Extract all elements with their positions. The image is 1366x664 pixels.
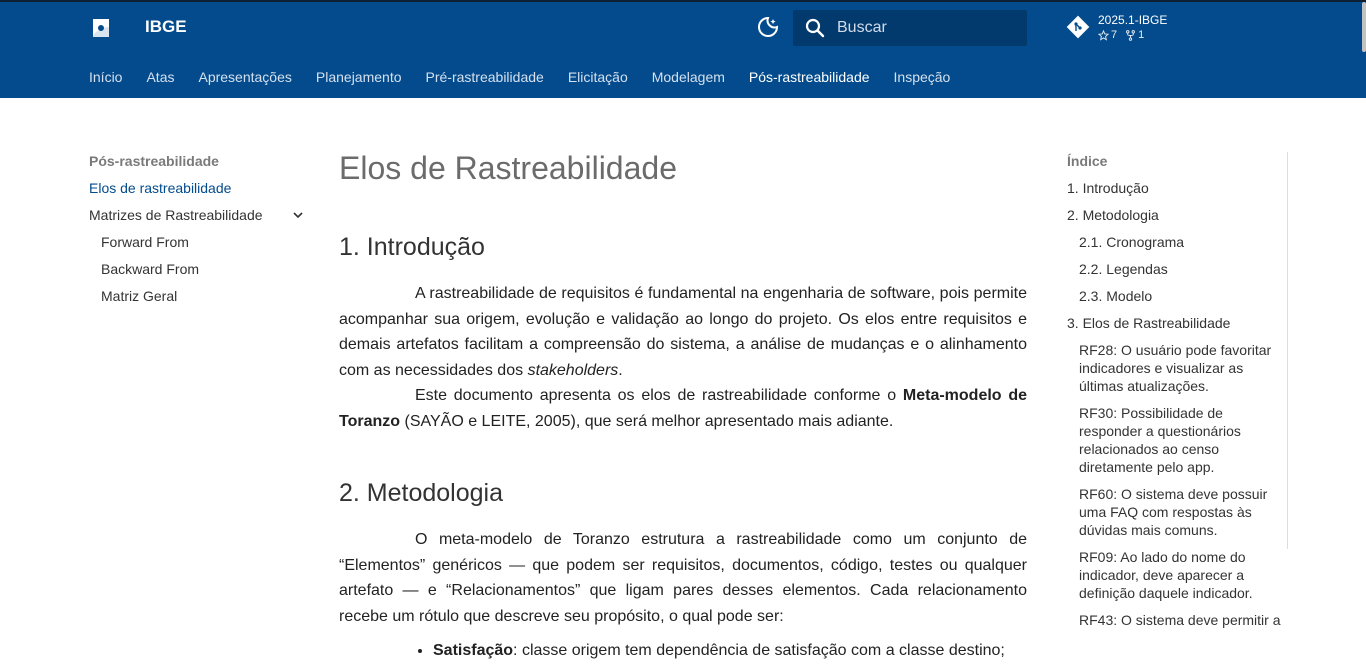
table-of-contents — [1067, 152, 1282, 630]
repo-link[interactable] — [1066, 12, 1167, 42]
intro-paragraph-2 — [339, 383, 1027, 434]
sidebar-title: Pós-rastreabilidade — [89, 153, 219, 169]
page-scrollbar[interactable] — [1362, 2, 1366, 52]
repo-forks — [1125, 28, 1144, 42]
sidebar-item-matriz-geral[interactable]: Matriz Geral — [101, 288, 178, 304]
sidebar-item-forward-from[interactable]: Forward From — [101, 234, 189, 250]
tab-apresentacoes[interactable]: Apresentações — [198, 69, 292, 85]
relationship-list — [339, 638, 1027, 664]
dark-mode-toggle-icon[interactable] — [756, 15, 780, 39]
meta-modelo-strong: Meta-modelo de Toranzo — [339, 387, 1028, 430]
toc-item-rf28[interactable]: RF28: O usuário pode favoritar indicadores e visualizar as últimas atualizações. — [1079, 342, 1272, 394]
repo-forks-count: 1 — [1138, 29, 1145, 41]
tab-elicitacao[interactable]: Elicitação — [567, 69, 628, 85]
sidebar-item-backward-from[interactable]: Backward From — [101, 261, 200, 277]
toc-item-rf43[interactable]: RF43: O sistema deve permitir a — [1079, 612, 1281, 628]
satisfacao-strong: Satisfação — [433, 642, 514, 659]
toc-item-rf30[interactable]: RF30: Possibilidade de responder a questionários relacionados ao censo diretamente pelo app. — [1079, 405, 1241, 475]
section-heading-introducao: 1. Introdução — [339, 233, 485, 261]
list-item — [433, 638, 1027, 664]
tab-pos-rastreabilidade[interactable]: Pós-rastreabilidade — [748, 69, 870, 85]
stakeholders-em: stakeholders — [527, 361, 619, 379]
tab-inspecao[interactable]: Inspeção — [893, 69, 951, 85]
sidebar-nav — [89, 152, 305, 314]
tab-planejamento[interactable]: Planejamento — [315, 69, 402, 85]
metodologia-paragraph: O meta-modelo de Toranzo estrutura a rastreabilidade como um conjunto de “Elementos” genéricos — que podem ser requisitos, documentos, código, testes ou qualquer artefato — e “Relacionamentos” que ligam pares desses elementos. Cada relacionamento recebe um rótulo que descreve seu propósito, o qual pode ser: — [339, 531, 1027, 625]
tab-modelagem[interactable]: Modelagem — [651, 69, 725, 85]
repo-name: 2025.1-IBGE — [1098, 13, 1168, 27]
search-input[interactable] — [835, 18, 1019, 38]
intro-p2-start: Este documento apresenta os elos de rastreabilidade conforme o — [415, 387, 897, 404]
toc-item-introducao[interactable]: 1. Introdução — [1067, 180, 1149, 196]
top-header — [0, 0, 1366, 98]
tab-atas[interactable]: Atas — [146, 69, 175, 85]
toc-item-cronograma[interactable]: 2.1. Cronograma — [1079, 234, 1185, 250]
page-title: Elos de Rastreabilidade — [339, 150, 677, 186]
chevron-down-icon[interactable] — [291, 208, 305, 222]
tab-pre-rastreabilidade[interactable]: Pré-rastreabilidade — [425, 69, 544, 85]
repo-stars-count: 7 — [1111, 29, 1118, 41]
main-tabs — [89, 68, 950, 86]
intro-p2-end: (SAYÃO e LEITE, 2005), que será melhor apresentado mais adiante. — [404, 412, 894, 430]
sidebar-item-elos[interactable]: Elos de rastreabilidade — [89, 180, 232, 196]
git-icon — [1066, 15, 1090, 39]
intro-p1-end: . — [618, 361, 623, 379]
toc-item-modelo[interactable]: 2.3. Modelo — [1079, 288, 1153, 304]
main-content — [339, 148, 1027, 664]
toc-item-legendas[interactable]: 2.2. Legendas — [1079, 261, 1168, 277]
intro-p1-text: A rastreabilidade de requisitos é fundamental na engenharia de software, pois permite acompanhar sua origem, evolução e validação ao longo do projeto. Os elos entre requisitos e demais artefatos facilitam a compreensão do sistema, a análise de mudanças e o alinhamento com as necessidades dos — [339, 285, 1027, 379]
satisfacao-text: : classe origem tem dependência de satisfação com a classe destino; — [513, 642, 1005, 659]
toc-title: Índice — [1067, 153, 1108, 169]
toc-item-rf60[interactable]: RF60: O sistema deve possuir uma FAQ com respostas às dúvidas mais comuns. — [1079, 486, 1268, 538]
site-title[interactable]: IBGE — [145, 17, 187, 36]
toc-item-metodologia[interactable]: 2. Metodologia — [1067, 207, 1159, 223]
ibge-logo-icon[interactable] — [89, 17, 113, 39]
search-box[interactable] — [793, 10, 1027, 46]
toc-item-rf09[interactable]: RF09: Ao lado do nome do indicador, deve aparecer a definição daquele indicador. — [1079, 549, 1253, 601]
repo-stars — [1098, 28, 1117, 42]
search-icon — [803, 16, 827, 40]
sidebar-item-matrizes[interactable] — [89, 206, 305, 224]
section-heading-metodologia: 2. Metodologia — [339, 479, 504, 507]
tab-inicio[interactable]: Início — [89, 69, 123, 85]
fork-icon — [1125, 30, 1136, 41]
intro-paragraph-1 — [339, 281, 1027, 383]
star-icon — [1098, 30, 1109, 41]
sidebar-item-label: Matrizes de Rastreabilidade — [89, 207, 263, 223]
toc-item-elos[interactable]: 3. Elos de Rastreabilidade — [1067, 315, 1231, 331]
